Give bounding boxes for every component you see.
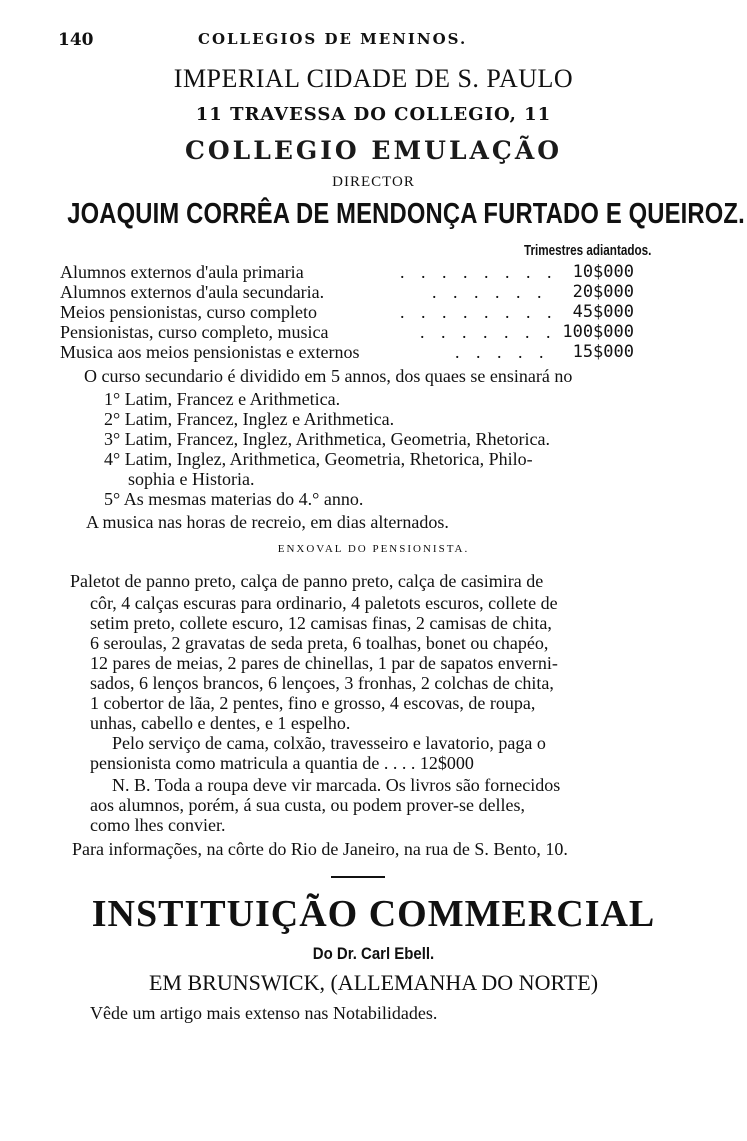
enxoval-line: côr, 4 calças escuras para ordinario, 4 paletots escuros, collete de — [90, 593, 558, 613]
fee-label: Alumnos externos d'aula primaria — [60, 262, 304, 282]
music-note: A musica nas horas de recreio, em dias alternados. — [86, 512, 449, 532]
curriculum-year: 2° Latim, Francez, Inglez e Arithmetica. — [104, 409, 395, 429]
service-line: Pelo serviço de cama, colxão, travesseiro e lavatorio, paga o — [112, 733, 546, 753]
institution-title: INSTITUIÇÃO COMMERCIAL — [91, 893, 656, 935]
director-name: JOAQUIM CORRÊA DE MENDONÇA FURTADO E QUEIROZ. — [67, 198, 745, 230]
fee-label: Meios pensionistas, curso completo — [60, 302, 317, 322]
fee-leader-dots: . . . . . . . . — [400, 262, 558, 282]
fee-leader-dots: . . . . . . — [432, 282, 548, 302]
curriculum-year: 5° As mesmas materias do 4.° anno. — [104, 489, 364, 509]
enxoval-line: setim preto, collete escuro, 12 camisas finas, 2 camisas de chita, — [90, 613, 552, 633]
enxoval-line: 6 seroulas, 2 gravatas de seda preta, 6 toalhas, bonet ou chapéo, — [90, 633, 549, 653]
fee-label: Musica aos meios pensionistas e externos — [60, 342, 360, 362]
director-label: DIRECTOR — [332, 174, 415, 190]
street-address: 11 TRAVESSA DO COLLEGIO, 11 — [195, 104, 552, 125]
fee-leader-dots: . . . . . . . . — [400, 302, 558, 322]
fee-row — [60, 262, 634, 282]
city-heading: IMPERIAL CIDADE DE S. PAULO — [173, 64, 574, 93]
section-divider — [331, 876, 385, 878]
fee-row — [60, 282, 634, 302]
nb-line: como lhes convier. — [90, 815, 226, 835]
curriculum-year: 4° Latim, Inglez, Arithmetica, Geometria, Rhetorica, Philo- — [104, 449, 533, 469]
curriculum-year: 1° Latim, Francez e Arithmetica. — [104, 389, 341, 409]
fee-price: 10$000 — [572, 262, 634, 282]
curriculum-intro: O curso secundario é dividido em 5 annos, dos quaes se ensinará no — [84, 366, 573, 386]
page-number: 140 — [58, 30, 94, 50]
fee-leader-dots: . . . . . . . — [420, 322, 557, 342]
institution-location: EM BRUNSWICK, (ALLEMANHA DO NORTE) — [148, 970, 599, 995]
institution-note: Vêde um artigo mais extenso nas Notabilidades. — [90, 1003, 438, 1023]
enxoval-line: sados, 6 lenços brancos, 6 lençoes, 3 fronhas, 2 colchas de chita, — [90, 673, 554, 693]
nb-line: N. B. Toda a roupa deve vir marcada. Os livros são fornecidos — [112, 775, 561, 795]
fee-price: 20$000 — [572, 282, 634, 302]
enxoval-line: 12 pares de meias, 2 pares de chinellas, 1 par de sapatos enverni- — [90, 653, 558, 673]
fee-price: 45$000 — [572, 302, 634, 322]
college-name: COLLEGIO EMULAÇÃO — [185, 136, 562, 165]
curriculum-year-continuation: sophia e Historia. — [128, 469, 255, 489]
fee-label: Pensionistas, curso completo, musica — [60, 322, 329, 342]
fee-row — [60, 342, 634, 362]
curriculum-year: 3° Latim, Francez, Inglez, Arithmetica, Geometria, Rhetorica. — [104, 429, 551, 449]
fee-row — [60, 322, 634, 342]
enxoval-line: 1 cobertor de lãa, 2 pentes, fino e grosso, 4 escovas, de roupa, — [90, 693, 536, 713]
enxoval-line: Paletot de panno preto, calça de panno preto, calça de casimira de — [70, 571, 544, 591]
institution-subtitle: Do Dr. Carl Ebell. — [312, 944, 435, 963]
fee-label: Alumnos externos d'aula secundaria. — [60, 282, 325, 302]
fee-leader-dots: . . . . . — [455, 342, 550, 362]
info-line: Para informações, na côrte do Rio de Janeiro, na rua de S. Bento, 10. — [72, 839, 568, 859]
nb-line: aos alumnos, porém, á sua custa, ou podem prover-se delles, — [90, 795, 526, 815]
fee-price: 15$000 — [572, 342, 634, 362]
fee-price: 100$000 — [562, 322, 634, 342]
fee-row — [60, 302, 634, 322]
fees-column-header: Trimestres adiantados. — [523, 242, 651, 259]
enxoval-title: ENXOVAL DO PENSIONISTA. — [277, 543, 470, 555]
enxoval-line: unhas, cabello e dentes, e 1 espelho. — [90, 713, 351, 733]
running-title: COLLEGIOS DE MENINOS. — [198, 30, 468, 48]
service-line: pensionista como matricula a quantia de . . . . 12$000 — [90, 753, 474, 773]
